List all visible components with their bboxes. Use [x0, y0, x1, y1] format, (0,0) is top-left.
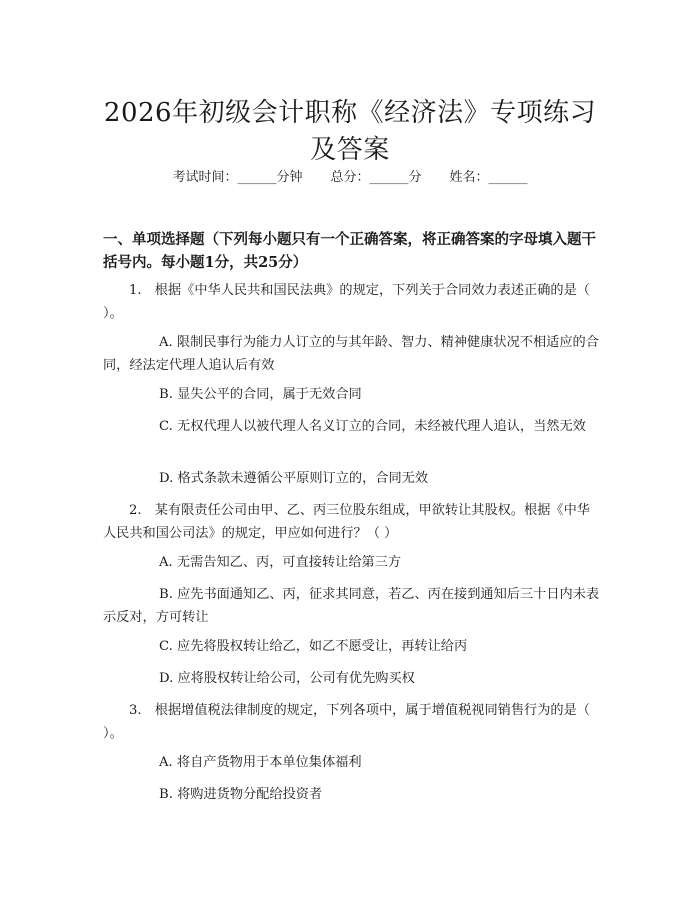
option-item: B. 应先书面通知乙、丙，征求其同意，若乙、丙在接到通知后三十日内未表示反对，方可转让 — [103, 587, 600, 625]
document-title: 2026年初级会计职称《经济法》专项练习及答案 — [103, 98, 597, 166]
exam-info-line — [0, 168, 700, 188]
question-stem: 3. 根据增值税法律制度的规定，下列各项中，属于增值税视同销售行为的是（ ）。 — [103, 703, 590, 741]
exam-time-field: 考试时间：______分钟 — [172, 170, 303, 185]
option-item: C. 无权代理人以被代理人名义订立的合同，未经被代理人追认，当然无效 — [159, 419, 586, 434]
section-heading: 一、单项选择题（下列每小题只有一个正确答案，将正确答案的字母填入题干括号内。每小题1分，共25分） — [103, 231, 596, 271]
question-stem: 1. 根据《中华人民共和国民法典》的规定，下列关于合同效力表述正确的是（ ）。 — [103, 283, 590, 321]
question-stem: 2. 某有限责任公司由甲、乙、丙三位股东组成，甲欲转让其股权。根据《中华人民共和国公司法》的规定，甲应如何进行？（ ） — [103, 503, 590, 541]
option-item: A. 无需告知乙、丙，可直接转让给第三方 — [159, 555, 402, 570]
option-item: B. 显失公平的合同，属于无效合同 — [159, 387, 362, 402]
option-item: C. 应先将股权转让给乙，如乙不愿受让，再转让给丙 — [159, 639, 468, 654]
total-score-field: 总分：______分 — [330, 170, 422, 185]
name-field: 姓名：______ — [449, 170, 528, 185]
option-item: B. 将购进货物分配给投资者 — [159, 787, 323, 802]
option-item: A. 限制民事行为能力人订立的与其年龄、智力、精神健康状况不相适应的合同，经法定代理人追认后有效 — [103, 335, 599, 373]
option-item: A. 将自产货物用于本单位集体福利 — [159, 755, 362, 770]
option-item: D. 应将股权转让给公司，公司有优先购买权 — [159, 671, 415, 686]
option-item: D. 格式条款未遵循公平原则订立的，合同无效 — [159, 471, 429, 486]
